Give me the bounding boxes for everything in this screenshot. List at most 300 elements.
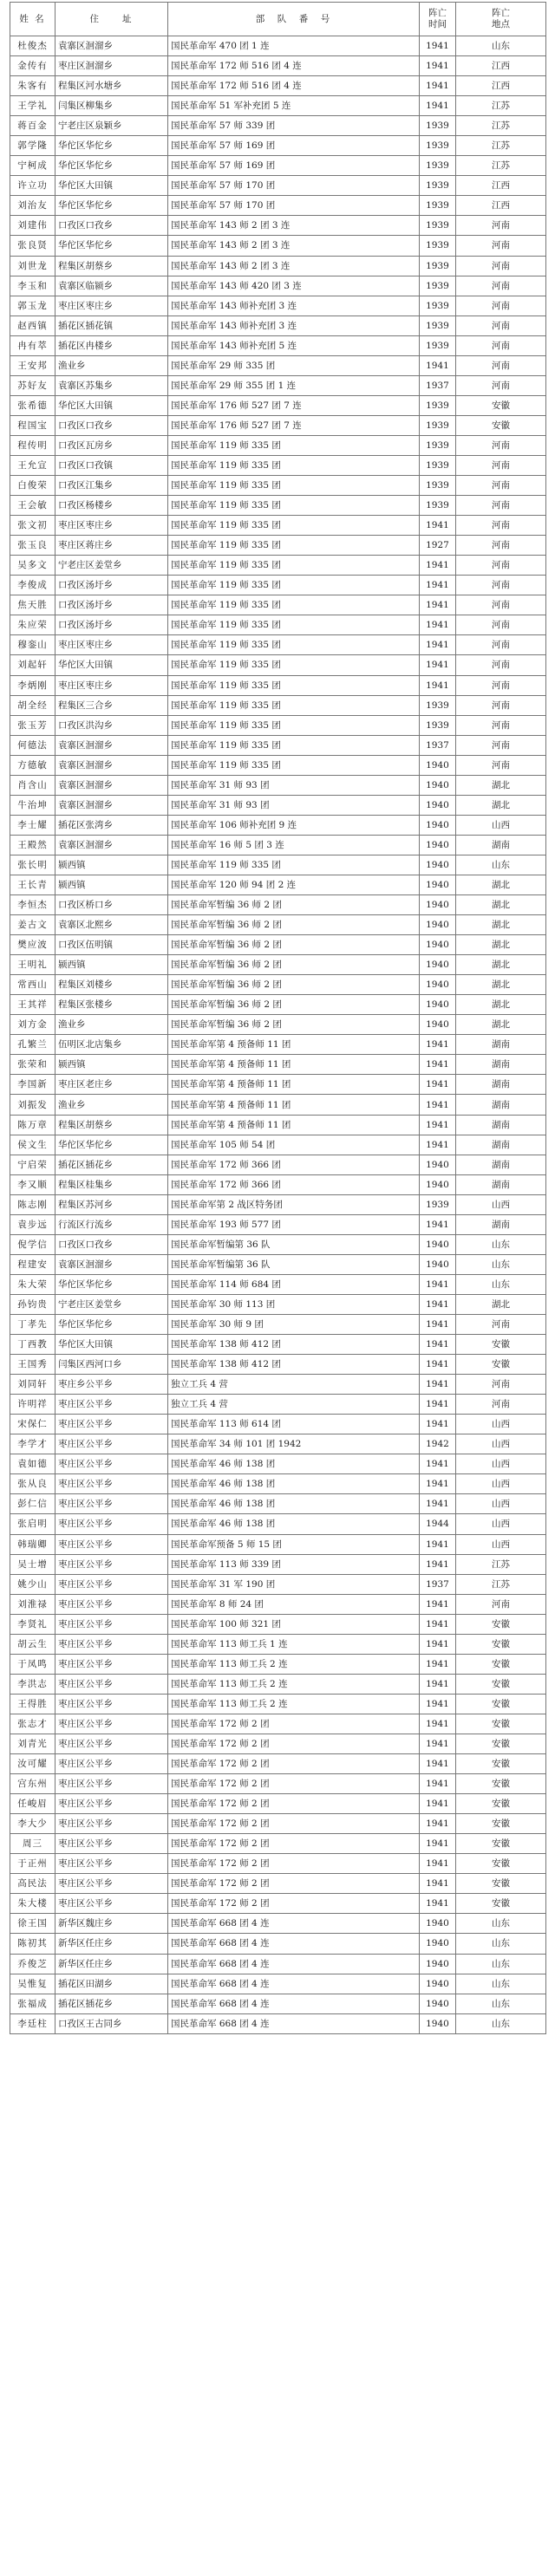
table-row: [10, 1974, 546, 1994]
cell-name: 樊应波: [10, 935, 56, 955]
cell-unit: 国民革命军 113 师工兵 1 连: [168, 1634, 420, 1654]
cell-unit: 国民革命军 172 师 2 团: [168, 1894, 420, 1914]
header-unit: 部 队 番 号: [168, 3, 420, 36]
cell-year: 1941: [420, 1614, 456, 1634]
cell-address: 华佗区大田镇: [56, 395, 168, 415]
cell-unit: 国民革命军 172 师 2 团: [168, 1734, 420, 1753]
cell-name: 任峻眉: [10, 1794, 56, 1814]
cell-place: 安徽: [456, 1834, 546, 1854]
table-row: [10, 1294, 546, 1314]
cell-unit: 国民革命军 172 师 2 团: [168, 1814, 420, 1834]
cell-name: 乔俊芝: [10, 1954, 56, 1974]
cell-place: 山东: [456, 1274, 546, 1294]
header-year-line1: 阵亡: [428, 8, 447, 18]
cell-year: 1939: [420, 256, 456, 276]
cell-address: 华佗区华佗乡: [56, 236, 168, 256]
cell-address: 枣庄区枣庄乡: [56, 635, 168, 655]
table-row: [10, 1055, 546, 1075]
table-row: [10, 576, 546, 595]
cell-unit: 国民革命军 119 师 335 团: [168, 635, 420, 655]
cell-place: 湖北: [456, 875, 546, 894]
cell-place: 河南: [456, 496, 546, 516]
cell-year: 1941: [420, 1474, 456, 1494]
cell-place: 安徽: [456, 1894, 546, 1914]
cell-place: 山东: [456, 855, 546, 875]
cell-address: 袁寨区洄溜乡: [56, 755, 168, 775]
cell-name: 宫东州: [10, 1774, 56, 1794]
cell-name: 刘方金: [10, 1015, 56, 1035]
cell-name: 李国新: [10, 1075, 56, 1095]
cell-year: 1941: [420, 1634, 456, 1654]
cell-place: 湖北: [456, 935, 546, 955]
cell-address: 枣庄区公平乡: [56, 1614, 168, 1634]
cell-name: 李俊成: [10, 576, 56, 595]
cell-place: 河南: [456, 1395, 546, 1415]
cell-place: 湖南: [456, 835, 546, 855]
table-row: [10, 675, 546, 695]
table-row: [10, 995, 546, 1015]
cell-year: 1941: [420, 1654, 456, 1674]
cell-year: 1941: [420, 1035, 456, 1055]
cell-year: 1941: [420, 1834, 456, 1854]
cell-address: 程集区桂集乡: [56, 1174, 168, 1194]
cell-unit: 国民革命军 31 军 190 团: [168, 1574, 420, 1594]
cell-name: 杜俊杰: [10, 36, 56, 56]
cell-year: 1937: [420, 735, 456, 755]
cell-place: 山东: [456, 1934, 546, 1954]
cell-address: 渔业乡: [56, 355, 168, 375]
cell-address: 枣庄区公平乡: [56, 1474, 168, 1494]
table-row: [10, 1694, 546, 1714]
table-row: [10, 1514, 546, 1534]
cell-place: 河南: [456, 236, 546, 256]
cell-place: 安徽: [456, 415, 546, 435]
cell-address: 袁寨区洄溜乡: [56, 795, 168, 815]
cell-year: 1939: [420, 216, 456, 236]
cell-address: 口孜区口孜乡: [56, 415, 168, 435]
cell-place: 河南: [456, 735, 546, 755]
cell-unit: 国民革命军 119 师 335 团: [168, 516, 420, 536]
table-row: [10, 1714, 546, 1734]
martyr-register-table: [10, 2, 546, 2034]
cell-unit: 国民革命军 143 师 2 团 3 连: [168, 256, 420, 276]
cell-unit: 独立工兵 4 营: [168, 1375, 420, 1395]
table-row: [10, 355, 546, 375]
cell-unit: 国民革命军 172 师 366 团: [168, 1155, 420, 1174]
cell-name: 李洪志: [10, 1674, 56, 1694]
cell-address: 华佗区华佗乡: [56, 1135, 168, 1155]
table-row: [10, 1794, 546, 1814]
cell-place: 山西: [456, 1534, 546, 1554]
cell-address: 枣庄区公平乡: [56, 1814, 168, 1834]
cell-place: 河南: [456, 695, 546, 715]
table-row: [10, 1174, 546, 1194]
table-row: [10, 1135, 546, 1155]
cell-address: 袁寨区北熙乡: [56, 915, 168, 935]
cell-unit: 国民革命军 57 师 339 团: [168, 116, 420, 136]
table-row: [10, 1335, 546, 1355]
cell-place: 湖南: [456, 1035, 546, 1055]
cell-address: 枣庄区公平乡: [56, 1634, 168, 1654]
cell-year: 1940: [420, 1914, 456, 1934]
cell-address: 枣庄区老庄乡: [56, 1075, 168, 1095]
cell-place: 江苏: [456, 116, 546, 136]
cell-unit: 国民革命军 668 团 4 连: [168, 1974, 420, 1994]
cell-address: 口孜区口孜乡: [56, 216, 168, 236]
cell-unit: 国民革命军 119 师 335 团: [168, 715, 420, 735]
cell-name: 刘治友: [10, 196, 56, 216]
cell-year: 1941: [420, 1115, 456, 1135]
cell-unit: 国民革命军暂编第 36 队: [168, 1254, 420, 1274]
cell-name: 宁启荣: [10, 1155, 56, 1174]
cell-place: 安徽: [456, 1614, 546, 1634]
cell-name: 张启明: [10, 1514, 56, 1534]
cell-address: 程集区三合乡: [56, 695, 168, 715]
table-row: [10, 615, 546, 635]
table-row: [10, 1315, 546, 1335]
cell-place: 湖南: [456, 1155, 546, 1174]
cell-year: 1941: [420, 1395, 456, 1415]
cell-unit: 国民革命军预备 5 师 15 团: [168, 1534, 420, 1554]
cell-place: 湖北: [456, 1294, 546, 1314]
cell-address: 口孜区伍明镇: [56, 935, 168, 955]
cell-place: 江苏: [456, 136, 546, 156]
cell-place: 安徽: [456, 1854, 546, 1874]
cell-address: 枣庄区公平乡: [56, 1894, 168, 1914]
cell-place: 安徽: [456, 1634, 546, 1654]
cell-place: 河南: [456, 216, 546, 236]
cell-place: 湖北: [456, 975, 546, 995]
cell-address: 枣庄区公平乡: [56, 1574, 168, 1594]
table-row: [10, 335, 546, 355]
cell-unit: 国民革命军 57 师 169 团: [168, 156, 420, 176]
table-row: [10, 655, 546, 675]
cell-year: 1941: [420, 1075, 456, 1095]
cell-unit: 国民革命军 119 师 335 团: [168, 855, 420, 875]
cell-unit: 国民革命军 143 师 2 团 3 连: [168, 236, 420, 256]
cell-place: 河南: [456, 375, 546, 395]
cell-name: 高民法: [10, 1874, 56, 1894]
cell-place: 安徽: [456, 1874, 546, 1894]
cell-name: 刘淮禄: [10, 1594, 56, 1614]
table-row: [10, 455, 546, 475]
cell-unit: 国民革命军 172 师 516 团 4 连: [168, 56, 420, 76]
cell-year: 1941: [420, 56, 456, 76]
cell-address: 新华区任庄乡: [56, 1934, 168, 1954]
cell-year: 1941: [420, 675, 456, 695]
cell-address: 闫集区西河口乡: [56, 1355, 168, 1375]
cell-address: 枣庄区公平乡: [56, 1874, 168, 1894]
cell-unit: 国民革命军 8 师 24 团: [168, 1594, 420, 1614]
cell-address: 枣庄区公平乡: [56, 1714, 168, 1734]
cell-name: 金传有: [10, 56, 56, 76]
header-name: 姓 名: [10, 3, 56, 36]
cell-place: 湖北: [456, 1015, 546, 1035]
cell-year: 1939: [420, 176, 456, 196]
table-body: [10, 36, 546, 2034]
cell-place: 河南: [456, 315, 546, 335]
cell-unit: 国民革命军 31 师 93 团: [168, 795, 420, 815]
cell-name: 吴士增: [10, 1554, 56, 1574]
table-row: [10, 496, 546, 516]
cell-name: 刘建伟: [10, 216, 56, 236]
cell-year: 1941: [420, 595, 456, 615]
cell-address: 宁老庄区泉颖乡: [56, 116, 168, 136]
cell-unit: 国民革命军 138 师 412 团: [168, 1355, 420, 1375]
cell-year: 1941: [420, 1534, 456, 1554]
cell-address: 程集区苏河乡: [56, 1194, 168, 1214]
cell-address: 华佗区大田镇: [56, 176, 168, 196]
table-row: [10, 915, 546, 935]
cell-name: 侯文生: [10, 1135, 56, 1155]
cell-year: 1939: [420, 455, 456, 475]
table-row: [10, 1395, 546, 1415]
cell-year: 1941: [420, 1814, 456, 1834]
cell-place: 安徽: [456, 1774, 546, 1794]
cell-unit: 国民革命军 119 师 335 团: [168, 595, 420, 615]
cell-name: 刘振发: [10, 1095, 56, 1115]
cell-address: 枣庄区公平乡: [56, 1774, 168, 1794]
cell-name: 李士耀: [10, 815, 56, 835]
cell-year: 1939: [420, 315, 456, 335]
cell-year: 1941: [420, 1794, 456, 1814]
cell-year: 1940: [420, 855, 456, 875]
cell-year: 1941: [420, 1315, 456, 1335]
cell-place: 安徽: [456, 395, 546, 415]
table-row: [10, 1095, 546, 1115]
cell-unit: 国民革命军 119 师 335 团: [168, 476, 420, 496]
cell-name: 徐王国: [10, 1914, 56, 1934]
cell-address: 插花区插花乡: [56, 1994, 168, 2013]
cell-unit: 国民革命军 143 师补充团 5 连: [168, 335, 420, 355]
cell-unit: 国民革命军 113 师工兵 2 连: [168, 1654, 420, 1674]
cell-unit: 国民革命军 172 师 2 团: [168, 1774, 420, 1794]
cell-address: 口孜区杨楼乡: [56, 496, 168, 516]
cell-address: 枣庄区公平乡: [56, 1834, 168, 1854]
cell-place: 江西: [456, 76, 546, 96]
cell-address: 枣庄区公平乡: [56, 1554, 168, 1574]
table-row: [10, 1214, 546, 1234]
cell-place: 河南: [456, 335, 546, 355]
cell-place: 河南: [456, 256, 546, 276]
cell-year: 1939: [420, 435, 456, 455]
cell-name: 丁西教: [10, 1335, 56, 1355]
table-row: [10, 36, 546, 56]
table-row: [10, 775, 546, 795]
table-row: [10, 1854, 546, 1874]
table-row: [10, 1654, 546, 1674]
cell-address: 枣庄区公平乡: [56, 1494, 168, 1514]
cell-place: 河南: [456, 276, 546, 296]
cell-unit: 国民革命军 30 师 113 团: [168, 1294, 420, 1314]
cell-year: 1941: [420, 556, 456, 576]
cell-place: 安徽: [456, 1814, 546, 1834]
cell-address: 枣庄区公平乡: [56, 1734, 168, 1753]
cell-address: 袁寨区洄溜乡: [56, 835, 168, 855]
cell-name: 于凤鸣: [10, 1654, 56, 1674]
cell-name: 吴惟复: [10, 1974, 56, 1994]
cell-year: 1944: [420, 1514, 456, 1534]
cell-place: 湖北: [456, 895, 546, 915]
table-row: [10, 1734, 546, 1753]
cell-name: 孙钧贵: [10, 1294, 56, 1314]
cell-place: 安徽: [456, 1335, 546, 1355]
cell-unit: 国民革命军 119 师 335 团: [168, 496, 420, 516]
cell-unit: 国民革命军暂编 36 师 2 团: [168, 935, 420, 955]
cell-unit: 国民革命军 113 师 614 团: [168, 1415, 420, 1434]
cell-unit: 国民革命军 46 师 138 团: [168, 1494, 420, 1514]
cell-unit: 国民革命军 119 师 335 团: [168, 655, 420, 675]
cell-unit: 国民革命军 668 团 4 连: [168, 1994, 420, 2013]
cell-year: 1939: [420, 276, 456, 296]
cell-address: 程集区河水塘乡: [56, 76, 168, 96]
cell-place: 湖南: [456, 1055, 546, 1075]
cell-name: 牛治坤: [10, 795, 56, 815]
cell-unit: 国民革命军 668 团 4 连: [168, 1954, 420, 1974]
cell-year: 1941: [420, 1734, 456, 1753]
table-row: [10, 975, 546, 995]
cell-place: 湖南: [456, 1174, 546, 1194]
table-row: [10, 1415, 546, 1434]
cell-year: 1941: [420, 1694, 456, 1714]
table-row: [10, 1155, 546, 1174]
cell-year: 1940: [420, 835, 456, 855]
table-row: [10, 1015, 546, 1035]
cell-unit: 国民革命军 143 师 2 团 3 连: [168, 216, 420, 236]
table-row: [10, 1814, 546, 1834]
cell-unit: 国民革命军 57 师 170 团: [168, 176, 420, 196]
header-year-line2: 时间: [428, 19, 447, 29]
table-row: [10, 1994, 546, 2013]
cell-name: 张福成: [10, 1994, 56, 2013]
cell-unit: 国民革命军 172 师 2 团: [168, 1834, 420, 1854]
cell-place: 安徽: [456, 1694, 546, 1714]
table-row: [10, 1075, 546, 1095]
table-row: [10, 256, 546, 276]
cell-year: 1941: [420, 1055, 456, 1075]
cell-year: 1940: [420, 1994, 456, 2013]
cell-name: 常西山: [10, 975, 56, 995]
cell-name: 张志才: [10, 1714, 56, 1734]
table-row: [10, 176, 546, 196]
cell-year: 1940: [420, 1974, 456, 1994]
cell-unit: 国民革命军第 4 预备师 11 团: [168, 1115, 420, 1135]
cell-name: 肖含山: [10, 775, 56, 795]
cell-name: 张希德: [10, 395, 56, 415]
cell-address: 袁寨区临颍乡: [56, 276, 168, 296]
cell-address: 插花区插花镇: [56, 315, 168, 335]
table-row: [10, 2013, 546, 2033]
cell-address: 枣庄区枣庄乡: [56, 675, 168, 695]
cell-name: 张从良: [10, 1474, 56, 1494]
cell-place: 湖南: [456, 1095, 546, 1115]
cell-place: 河南: [456, 556, 546, 576]
cell-address: 枣庄区公平乡: [56, 1594, 168, 1614]
cell-year: 1941: [420, 1335, 456, 1355]
cell-place: 河南: [456, 1594, 546, 1614]
table-row: [10, 196, 546, 216]
table-row: [10, 1614, 546, 1634]
table-row: [10, 1894, 546, 1914]
cell-name: 胡云生: [10, 1634, 56, 1654]
cell-year: 1941: [420, 355, 456, 375]
cell-unit: 国民革命军 31 师 93 团: [168, 775, 420, 795]
table-row: [10, 395, 546, 415]
cell-name: 刘世龙: [10, 256, 56, 276]
cell-year: 1941: [420, 1874, 456, 1894]
table-row: [10, 1534, 546, 1554]
header-row: [10, 3, 546, 36]
cell-address: 口孜区汤圩乡: [56, 595, 168, 615]
cell-unit: 国民革命军 119 师 335 团: [168, 576, 420, 595]
cell-year: 1941: [420, 1674, 456, 1694]
cell-year: 1941: [420, 76, 456, 96]
cell-address: 宁老庄区姜堂乡: [56, 1294, 168, 1314]
table-row: [10, 216, 546, 236]
cell-name: 王其祥: [10, 995, 56, 1015]
cell-address: 口孜区王古同乡: [56, 2013, 168, 2033]
cell-address: 口孜区桥口乡: [56, 895, 168, 915]
cell-address: 口孜区汤圩乡: [56, 576, 168, 595]
cell-place: 山西: [456, 1454, 546, 1474]
cell-unit: 国民革命军暂编 36 师 2 团: [168, 895, 420, 915]
cell-address: 渔业乡: [56, 1015, 168, 1035]
cell-place: 江西: [456, 196, 546, 216]
table-row: [10, 795, 546, 815]
cell-place: 山西: [456, 1474, 546, 1494]
cell-place: 安徽: [456, 1714, 546, 1734]
cell-name: 郭学隆: [10, 136, 56, 156]
cell-unit: 国民革命军 119 师 335 团: [168, 615, 420, 635]
cell-year: 1941: [420, 1274, 456, 1294]
cell-unit: 国民革命军 119 师 335 团: [168, 435, 420, 455]
cell-address: 枣庄区枣庄乡: [56, 296, 168, 315]
cell-unit: 国民革命军 119 师 335 团: [168, 675, 420, 695]
cell-unit: 国民革命军 57 师 169 团: [168, 136, 420, 156]
cell-unit: 国民革命军 172 师 2 团: [168, 1754, 420, 1774]
cell-place: 湖北: [456, 955, 546, 975]
cell-place: 江苏: [456, 96, 546, 116]
cell-year: 1937: [420, 375, 456, 395]
cell-address: 渔业乡: [56, 1095, 168, 1115]
cell-year: 1939: [420, 695, 456, 715]
cell-address: 枣庄区蒋庄乡: [56, 536, 168, 556]
cell-address: 插花区田湖乡: [56, 1974, 168, 1994]
cell-year: 1940: [420, 795, 456, 815]
cell-place: 山西: [456, 1514, 546, 1534]
cell-name: 苏好友: [10, 375, 56, 395]
cell-unit: 国民革命军 172 师 366 团: [168, 1174, 420, 1194]
cell-unit: 国民革命军第 4 预备师 11 团: [168, 1095, 420, 1115]
cell-place: 湖南: [456, 1135, 546, 1155]
cell-year: 1939: [420, 496, 456, 516]
cell-year: 1941: [420, 516, 456, 536]
cell-unit: 国民革命军 172 师 516 团 4 连: [168, 76, 420, 96]
table-row: [10, 1494, 546, 1514]
cell-unit: 国民革命军暂编 36 师 2 团: [168, 955, 420, 975]
cell-unit: 国民革命军 30 师 9 团: [168, 1315, 420, 1335]
cell-place: 山东: [456, 1234, 546, 1254]
cell-place: 山东: [456, 2013, 546, 2033]
cell-place: 河南: [456, 576, 546, 595]
cell-name: 袁步远: [10, 1214, 56, 1234]
cell-unit: 国民革命军第 2 战区特务团: [168, 1194, 420, 1214]
cell-name: 陈初其: [10, 1934, 56, 1954]
table-row: [10, 156, 546, 176]
cell-place: 山东: [456, 1994, 546, 2013]
cell-unit: 国民革命军 34 师 101 团 1942: [168, 1434, 420, 1454]
cell-address: 枣庄区洄溜乡: [56, 56, 168, 76]
